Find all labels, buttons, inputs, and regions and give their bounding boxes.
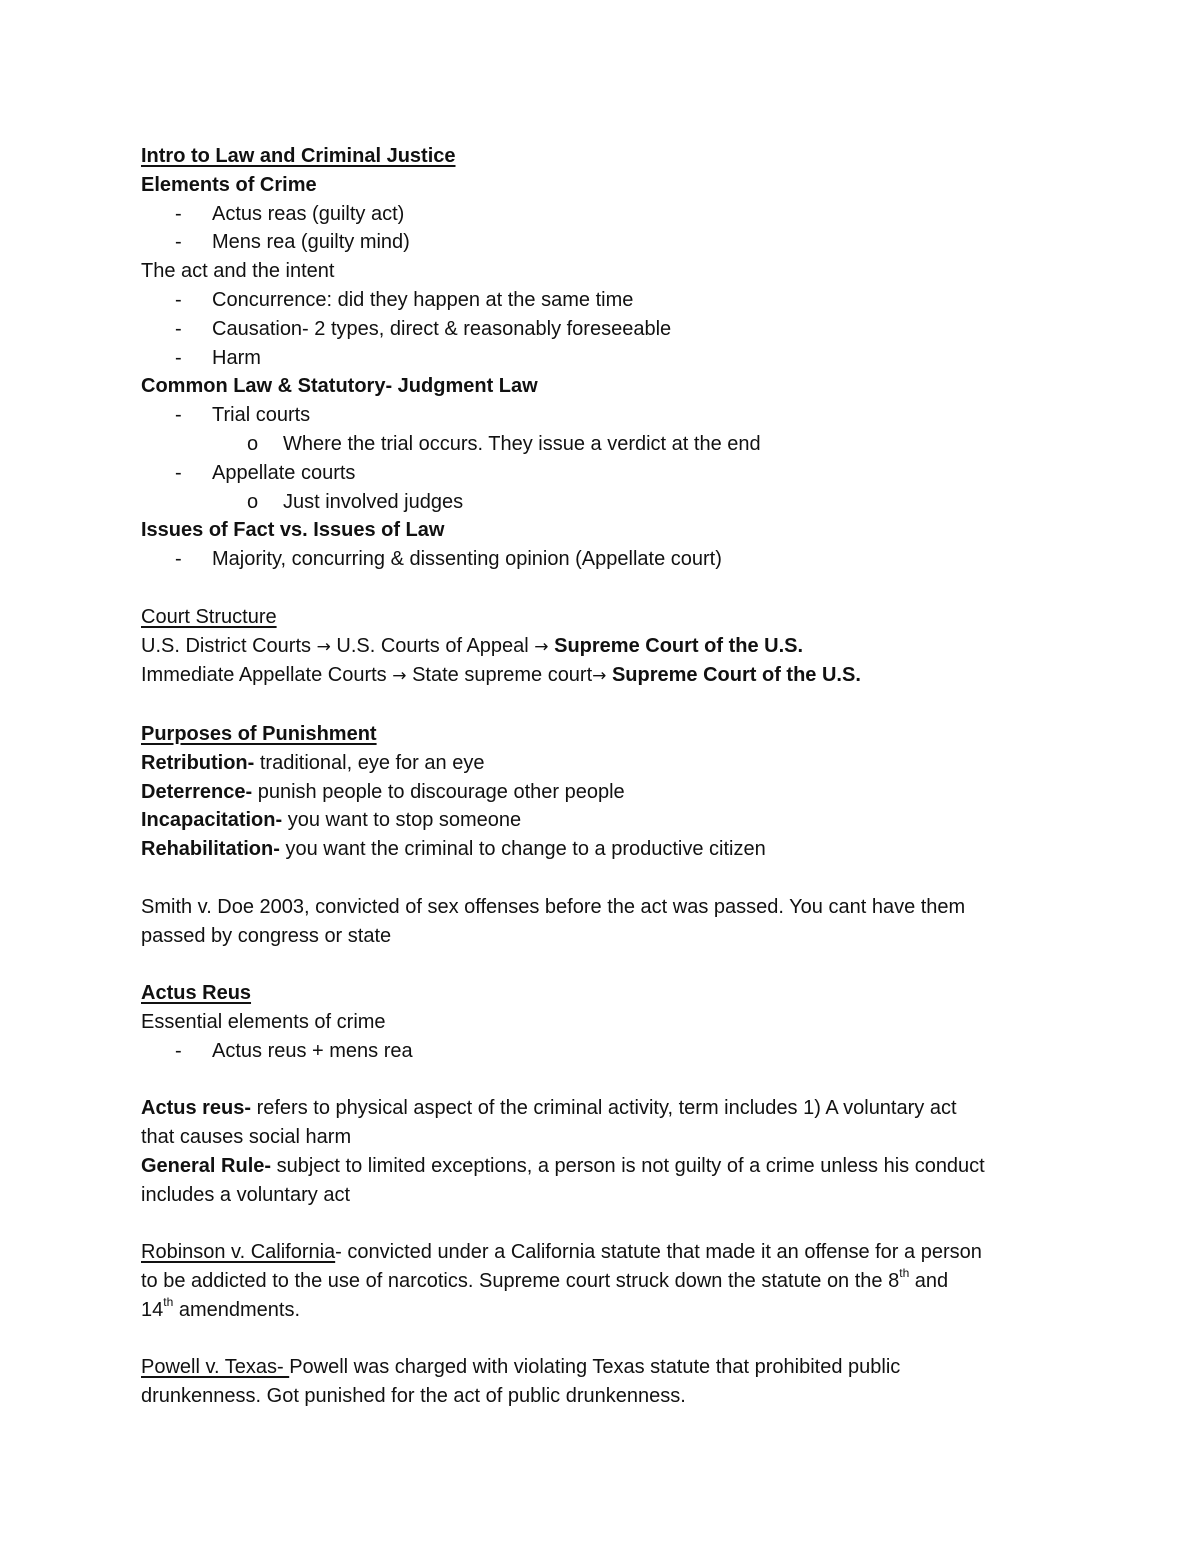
punishment-desc: you want to stop someone xyxy=(282,809,522,832)
bullet-circle: o xyxy=(247,490,259,513)
case-name: Powell v. Texas- xyxy=(141,1356,290,1379)
federal-district-courts: U.S. District Courts xyxy=(141,634,312,657)
bullet-dash: - xyxy=(175,461,182,484)
federal-court-path xyxy=(141,632,1061,662)
bullet-dash: - xyxy=(175,288,182,311)
list-item xyxy=(141,459,1061,488)
definition-term: General Rule- xyxy=(141,1154,272,1177)
robinson-case xyxy=(141,1238,1061,1267)
text-essential-elements: Essential elements of crime xyxy=(141,1010,386,1033)
spacer xyxy=(141,1325,1061,1354)
arrow-right-icon: → xyxy=(316,636,331,657)
spacer xyxy=(141,950,1061,979)
ordinal-suffix: th xyxy=(163,1295,174,1310)
list-item-text: Concurrence: did they happen at the same time xyxy=(212,288,634,311)
bullet-dash: - xyxy=(175,317,182,340)
arrow-right-icon: → xyxy=(534,636,549,657)
heading-elements-of-crime: Elements of Crime xyxy=(141,173,317,196)
punishment-term: Retribution- xyxy=(141,751,255,774)
list-item xyxy=(141,1037,1061,1066)
smith-case-line: passed by congress or state xyxy=(141,924,392,947)
case-text: - convicted under a California statute that made it an offense for a person xyxy=(335,1241,982,1264)
definition-term: Actus reus- xyxy=(141,1097,252,1120)
actus-reus-definition xyxy=(141,1094,1061,1123)
smith-case-line: Smith v. Doe 2003, convicted of sex offenses before the act was passed. You cant have them xyxy=(141,895,966,918)
case-text: 14 xyxy=(141,1298,164,1321)
list-item xyxy=(141,315,1061,344)
spacer xyxy=(141,1066,1061,1095)
bullet-dash: - xyxy=(175,346,182,369)
definition-text: subject to limited exceptions, a person is not guilty of a crime unless his conduct xyxy=(271,1154,985,1177)
list-item-text: Harm xyxy=(212,346,261,369)
list-item-text: Majority, concurring & dissenting opinion (Appellate court) xyxy=(212,548,722,571)
robinson-case-cont xyxy=(141,1267,1061,1296)
list-item-text: Trial courts xyxy=(212,404,311,427)
sub-list-item xyxy=(141,488,1061,517)
definition-text: refers to physical aspect of the criminal activity, term includes 1) A voluntary act xyxy=(251,1097,957,1120)
bullet-dash: - xyxy=(175,404,182,427)
general-rule-cont: includes a voluntary act xyxy=(141,1183,351,1206)
list-item xyxy=(141,545,1061,574)
case-text: amendments. xyxy=(173,1298,300,1321)
list-item xyxy=(141,200,1061,229)
punishment-item xyxy=(141,806,1061,835)
bullet-circle: o xyxy=(247,432,259,455)
supreme-court: Supreme Court of the U.S. xyxy=(611,664,861,687)
case-text: Powell was charged with violating Texas statute that prohibited public xyxy=(289,1356,901,1379)
punishment-desc: punish people to discourage other people xyxy=(252,780,625,803)
punishment-term: Deterrence- xyxy=(141,780,253,803)
punishment-item xyxy=(141,749,1061,778)
document-title: Intro to Law and Criminal Justice xyxy=(141,145,456,167)
heading-issues: Issues of Fact vs. Issues of Law xyxy=(141,519,445,542)
punishment-desc: traditional, eye for an eye xyxy=(254,751,485,774)
powell-case-cont: drunkenness. Got punished for the act of public drunkenness. xyxy=(141,1385,686,1408)
spacer xyxy=(141,864,1061,893)
list-item xyxy=(141,344,1061,373)
list-item-text: Mens rea (guilty mind) xyxy=(212,231,410,254)
general-rule xyxy=(141,1152,1061,1181)
list-item-text: Causation- 2 types, direct & reasonably foreseeable xyxy=(212,317,672,340)
state-court-path xyxy=(141,661,1061,691)
list-item-text: Appellate courts xyxy=(212,461,356,484)
spacer xyxy=(141,691,1061,720)
list-item xyxy=(141,286,1061,315)
robinson-case-cont xyxy=(141,1296,1061,1325)
punishment-term: Rehabilitation- xyxy=(141,838,280,861)
list-item-text: Actus reas (guilty act) xyxy=(212,202,405,225)
arrow-right-icon: → xyxy=(392,666,407,687)
heading-court-structure: Court Structure xyxy=(141,605,277,628)
sub-list-item xyxy=(141,430,1061,459)
bullet-dash: - xyxy=(175,231,182,254)
spacer xyxy=(141,574,1061,603)
actus-reus-definition-cont: that causes social harm xyxy=(141,1126,352,1149)
punishment-desc: you want the criminal to change to a productive citizen xyxy=(279,838,766,861)
case-text: to be addicted to the use of narcotics. Supreme court struck down the statute on the 8 xyxy=(141,1270,900,1293)
punishment-item xyxy=(141,835,1061,864)
heading-purposes-of-punishment: Purposes of Punishment xyxy=(141,722,377,745)
arrow-right-icon: → xyxy=(592,666,607,687)
text-act-and-intent: The act and the intent xyxy=(141,260,335,283)
federal-courts-of-appeal: U.S. Courts of Appeal xyxy=(336,634,529,657)
heading-common-law: Common Law & Statutory- Judgment Law xyxy=(141,375,538,398)
sub-list-item-text: Where the trial occurs. They issue a verdict at the end xyxy=(283,432,761,455)
spacer xyxy=(141,1209,1061,1238)
document-page xyxy=(141,142,1061,1411)
sub-list-item-text: Just involved judges xyxy=(283,490,464,513)
powell-case xyxy=(141,1353,1061,1382)
list-item xyxy=(141,401,1061,430)
ordinal-suffix: th xyxy=(899,1266,910,1281)
case-name: Robinson v. California xyxy=(141,1241,336,1264)
bullet-dash: - xyxy=(175,548,182,571)
case-text: and xyxy=(909,1270,949,1293)
heading-actus-reus: Actus Reus xyxy=(141,982,252,1005)
list-item-text: Actus reus + mens rea xyxy=(212,1039,413,1062)
bullet-dash: - xyxy=(175,202,182,225)
punishment-item xyxy=(141,778,1061,807)
list-item xyxy=(141,228,1061,257)
bullet-dash: - xyxy=(175,1039,182,1062)
supreme-court: Supreme Court of the U.S. xyxy=(554,634,804,657)
state-supreme-court: State supreme court xyxy=(412,664,593,687)
punishment-term: Incapacitation- xyxy=(141,809,283,832)
state-appellate-courts: Immediate Appellate Courts xyxy=(141,664,387,687)
